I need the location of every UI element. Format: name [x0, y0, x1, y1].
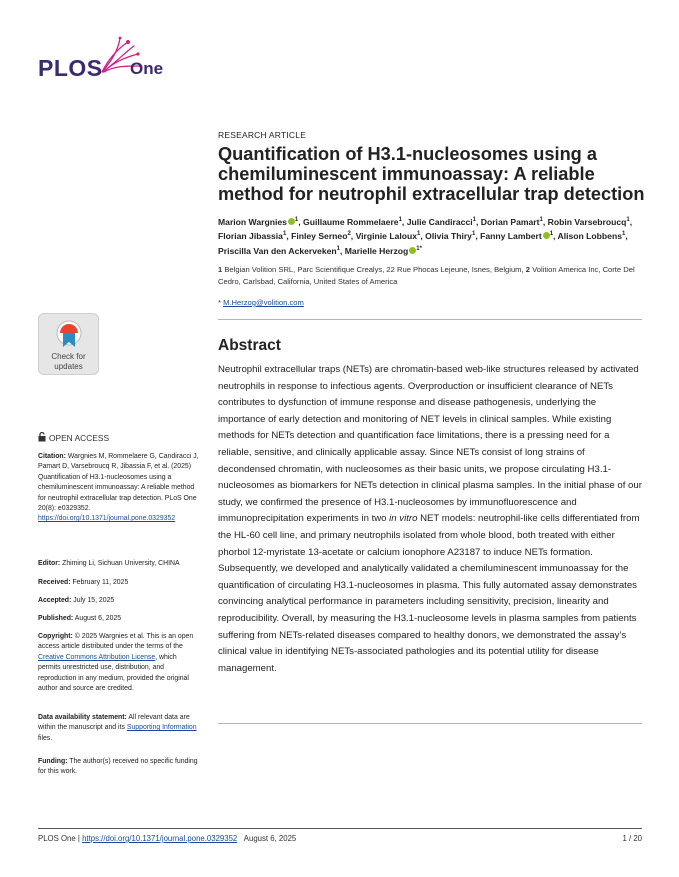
author-name: Olivia Thiry [425, 231, 472, 242]
affiliations: 1 Belgian Volition SRL, Parc Scientifique Crealys, 22 Rue Phocas Lejeune, Isnes, Belgium, 2 Volition America Inc, Corte Del Cedro, Carlsbad, California, United States of America [218, 265, 635, 286]
author-name: Julie Candiracci [406, 216, 473, 227]
author-name: Dorian Pamart [480, 216, 540, 227]
author-name: Guillaume Rommelaere [303, 216, 399, 227]
author-affiliation-marker: 1 [549, 231, 554, 238]
published-date: Published: August 6, 2025 [38, 615, 122, 622]
crossmark-icon [54, 319, 84, 351]
logo-one-text: One [130, 59, 164, 78]
corresponding-author: * M.Herzog@volition.com [218, 298, 304, 307]
article-type: RESEARCH ARTICLE [218, 130, 307, 140]
author-list: Marion Wargnies $^1$, Guillaume Rommelaere$^1$, Julie Candiracci$^1$, Dorian Pamart$^1$, Robin Varsebroucq$^1$, Florian Jibassia$^1$, Finley Serneo$^2$, Virginie Laloux$^1$, Olivia Thiry$^1$, Fanny Lambert $^1$, Alison Lobbens$^1$, Priscilla Van den Ackerveken$^1$, Marielle Herzog $^{1*}$ [218, 216, 633, 256]
author-name: Robin Varsebroucq [547, 216, 627, 227]
divider [218, 319, 642, 320]
abstract-heading: Abstract [218, 337, 281, 354]
author-affiliation-marker: 2 [347, 231, 351, 238]
check-for-updates-badge[interactable] [38, 313, 99, 375]
author-affiliation-marker: 1 [471, 231, 476, 238]
author-affiliation-marker: 1 [398, 217, 402, 223]
check-updates-label: Check for updates [51, 352, 86, 371]
author-name: Florian Jibassia [218, 231, 283, 242]
author-name: Marion Wargnies [218, 216, 287, 227]
author-name: Alison Lobbens [557, 231, 622, 242]
supporting-information-link[interactable]: Supporting Information [126, 724, 197, 732]
accepted-date: Accepted: July 15, 2025 [38, 597, 115, 604]
author-affiliation-marker: 1 [294, 217, 299, 223]
footer-doi-link[interactable]: https://doi.org/10.1371/journal.pone.0329352 [82, 834, 238, 843]
author-affiliation-marker: 1 [626, 217, 630, 223]
divider [218, 723, 642, 724]
author-affiliation-marker: 1 [539, 217, 543, 223]
open-lock-icon [38, 432, 46, 442]
received-date: Received: February 11, 2025 [38, 579, 129, 586]
footer-journal: PLOS One [38, 834, 76, 843]
data-availability: Data availability statement: All relevant data are within the manuscript and its Supporting Information files. [38, 714, 197, 742]
logo-plos-text: PLOS [38, 55, 103, 81]
plos-one-logo [38, 36, 178, 86]
footer: PLOS One | https://doi.org/10.1371/journal.pone.0329352 August 6, 2025 [38, 834, 297, 843]
author-affiliation-marker: 1 [417, 231, 421, 238]
author-name: Priscilla Van den Ackerveken [218, 245, 337, 256]
author-name: Fanny Lambert [480, 231, 542, 242]
open-access-label: OPEN ACCESS [38, 432, 109, 443]
author-name: Finley Serneo [291, 231, 348, 242]
author-affiliation-marker: 1 [472, 217, 476, 223]
license-link[interactable]: Creative Commons Attribution License [38, 653, 156, 661]
citation-doi-link[interactable]: https://doi.org/10.1371/journal.pone.0329352 [38, 515, 176, 523]
article-title: Quantification of H3.1-nucleosomes using a chemiluminescent immunoassay: A reliable method for neutrophil extracellular trap detection [218, 144, 645, 204]
funding: Funding: The author(s) received no specific funding for this work. [38, 758, 198, 776]
author-affiliation-marker: 1* [416, 245, 422, 252]
author-name: Virginie Laloux [355, 231, 418, 242]
citation: Citation: Wargnies M, Rommelaere G, Candiracci J, Pamart D, Varsebroucq R, Jibassia F, et al. (2025) Quantification of H3.1-nucleosomes using a chemiluminescent immunoassay: A reliable method for neutrophil extracellular trap detection. PLoS One 20(8): e0329352. https://doi.org/10.1371/journal.pone.0329352 [38, 453, 199, 523]
editor: Editor: Zhiming Li, Sichuan University, CHINA [38, 560, 180, 567]
footer-divider [38, 828, 642, 829]
copyright: Copyright: © 2025 Wargnies et al. This is an open access article distributed under the terms of the Creative Commons Attribution License, which permits unrestricted use, distribution, and reproduction in any medium, provided the original author and source are credited. [38, 633, 194, 693]
author-name: Marielle Herzog [344, 245, 409, 256]
abstract-body: Neutrophil extracellular traps (NETs) are chromatin-based web-like structures released by activated neutrophils in response to infectious agents. Overproduction or insufficient clearance of NETs contributes to dysfunction of immune response and disease pathogenesis, underlying the importance of early detection and monitoring of NET levels in clinical samples. While existing methods for NETs detection and quantification face limitations, there is a pressing need for a reliable, sensitive, and clinically applicable assay. Since NETs consist of long strains of decondensed chromatin, with nucleosomes as their basic units, we propose circulating H3.1-nucleosomes as biomarkers for NETs detection in clinical plasma samples. In the initial phase of our study, we confirmed the presence of H3.1-nucleosomes by immunofluorescence and immunoprecipitation experiments in two in vitro NET models: neutrophil-like cells differentiated from the HL-60 cell line, and primary neutrophils isolated from whole blood, both treated with either phorbol 12-myristate 13-acetate or calcium ionophore A23187 to induce NETs formation. Subsequently, we developed and analytically validated a chemiluminescent immunoassay for the quantification of circulating H3.1-nucleosomes in plasma. This fully automated assay demonstrates convincing analytical performance in parameters including sensitivity, precision, linearity and reproducibility. Overall, by measuring the H3.1-nucleosome levels in plasma samples from patients suffering from NETs-related diseases compared to healthy donors, we demonstrated the assay’s clinical value in identifying NETs-associated pathologies and its potential utility for disease management. [218, 364, 642, 674]
author-affiliation-marker: 1 [621, 231, 626, 238]
orcid-icon[interactable] [543, 232, 550, 239]
page-number: 1 / 20 [622, 834, 642, 843]
author-affiliation-marker: 1 [282, 231, 287, 238]
author-affiliation-marker: 1 [336, 245, 340, 252]
orcid-icon[interactable] [288, 218, 295, 225]
footer-date: August 6, 2025 [243, 834, 297, 843]
corresponding-email-link[interactable]: M.Herzog@volition.com [223, 298, 304, 307]
